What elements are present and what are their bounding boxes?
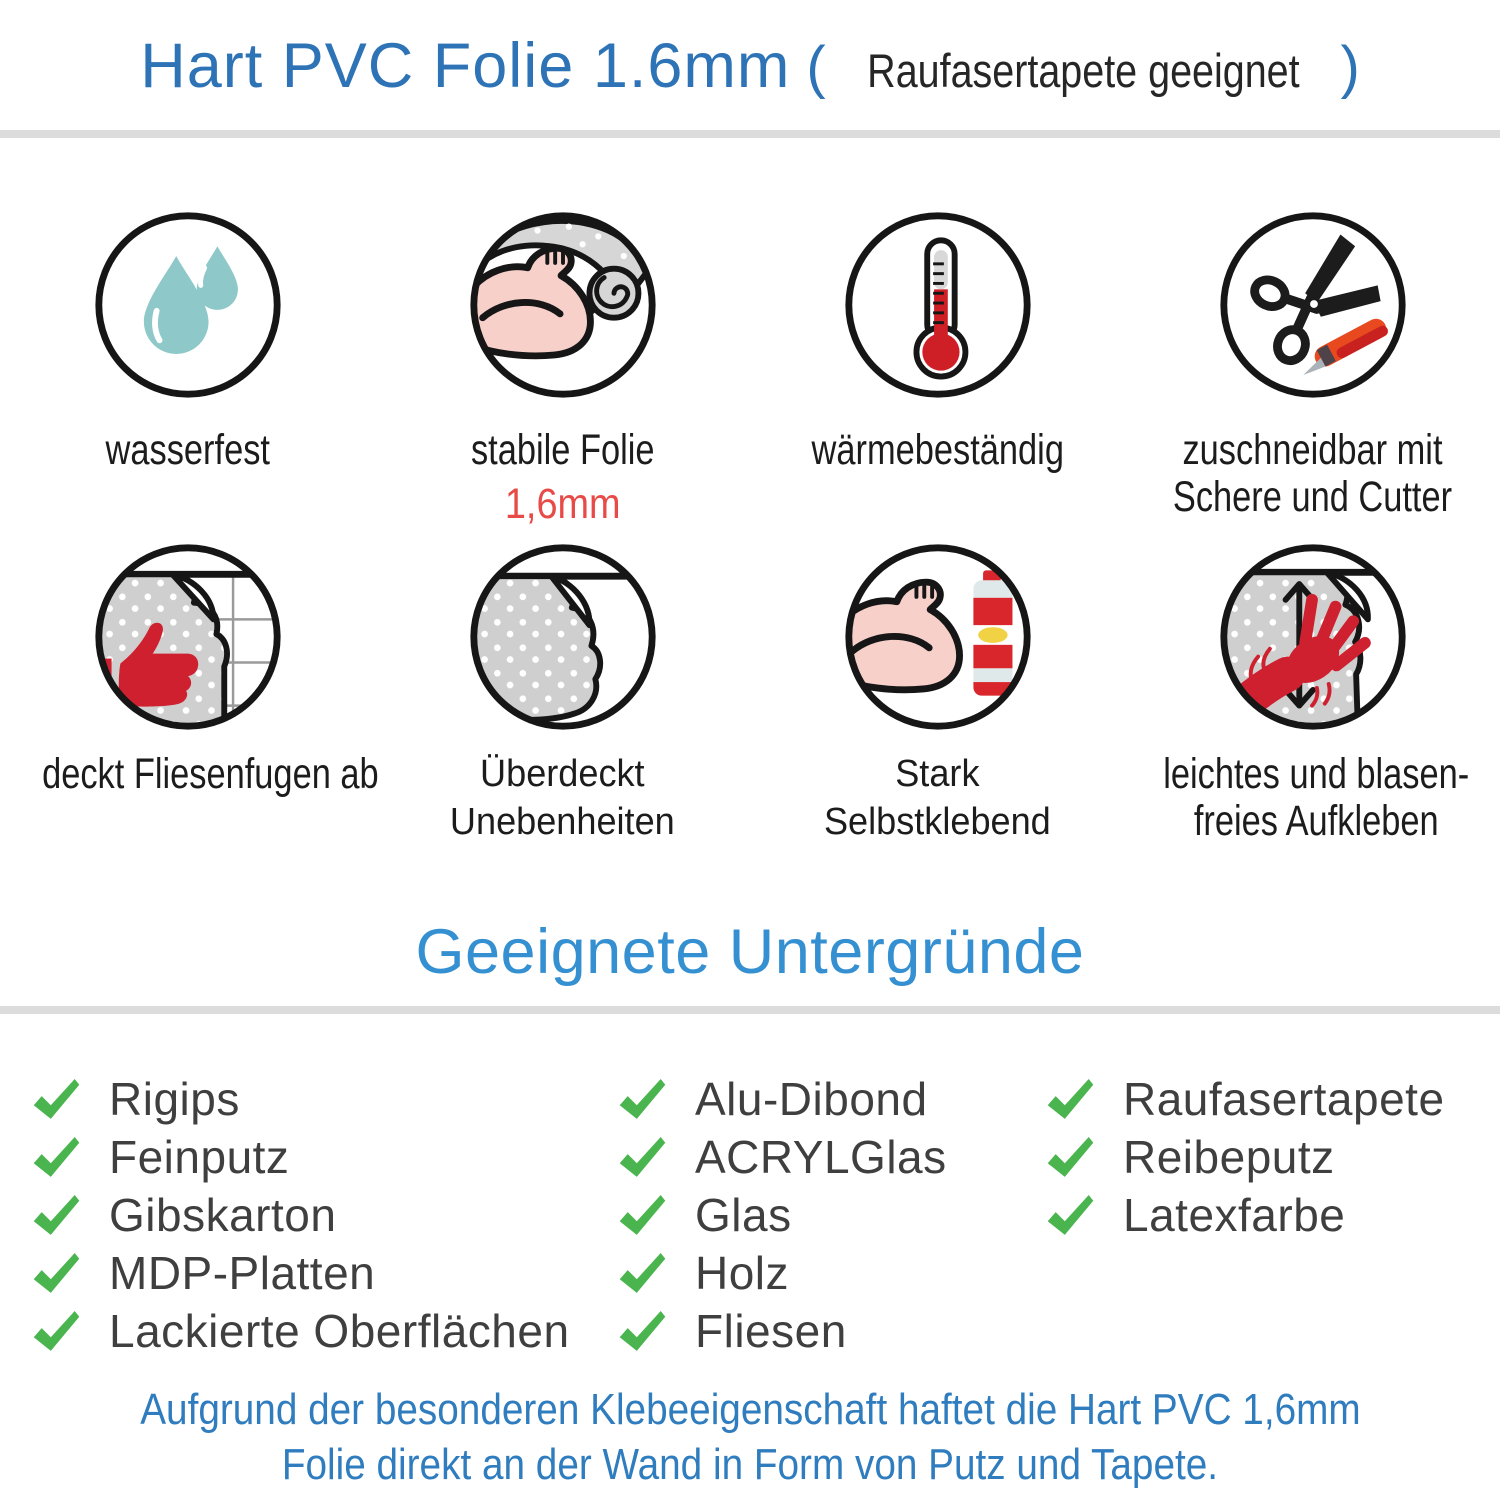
- paren-open: (: [806, 35, 826, 100]
- check-icon: [32, 1137, 81, 1178]
- list-item: Glas: [618, 1186, 947, 1244]
- list-item: Reibeputz: [1046, 1128, 1445, 1186]
- check-icon: [1046, 1137, 1095, 1178]
- thumb-tiles-icon: [0, 539, 375, 735]
- list-item: Lackierte Oberflächen: [32, 1302, 570, 1360]
- feature-label: Überdeckt Unebenheiten: [450, 753, 675, 843]
- thermometer-icon: [750, 207, 1125, 403]
- title-subtitle: Raufasertapete geeignet: [866, 44, 1300, 97]
- feature-label: zuschneidbar mit Schere und Cutter: [1172, 426, 1453, 522]
- list-item: Raufasertapete: [1046, 1070, 1445, 1128]
- feature-label: deckt Fliesenfugen ab: [42, 750, 379, 798]
- title-text: Hart PVC Folie 1.6mm: [140, 31, 791, 101]
- water-drops-icon: [0, 207, 375, 403]
- list-item: MDP-Platten: [32, 1244, 570, 1302]
- feature-stabile-folie: [375, 207, 750, 529]
- muscle-foil-icon: [375, 207, 750, 403]
- list-item: Rigips: [32, 1070, 570, 1128]
- divider-top: [0, 130, 1500, 138]
- feature-label: wasserfest: [105, 426, 270, 474]
- check-icon: [32, 1079, 81, 1120]
- check-icon: [618, 1137, 667, 1178]
- feature-zuschneidbar: [1125, 207, 1500, 522]
- surface-column-2: [618, 1070, 947, 1360]
- list-item: Feinputz: [32, 1128, 570, 1186]
- surface-column-1: [32, 1070, 570, 1360]
- hand-smoothing-icon: [1125, 539, 1500, 735]
- paren-close: ): [1340, 35, 1360, 100]
- list-item: Gibskarton: [32, 1186, 570, 1244]
- check-icon: [32, 1311, 81, 1352]
- foil-fold-icon: [375, 539, 750, 735]
- muscle-glue-icon: [750, 539, 1125, 735]
- list-item: Fliesen: [618, 1302, 947, 1360]
- page-title: [0, 30, 1500, 102]
- scissors-cutter-icon: [1125, 207, 1500, 403]
- check-icon: [618, 1079, 667, 1120]
- thickness-note: 1,6mm: [504, 480, 621, 529]
- check-icon: [618, 1311, 667, 1352]
- footer-note: [0, 1382, 1500, 1492]
- feature-selbstklebend: [750, 539, 1125, 846]
- list-item: Holz: [618, 1244, 947, 1302]
- footer-line: Folie direkt an der Wand in Form von Putz und Tapete.: [281, 1440, 1219, 1489]
- check-icon: [32, 1253, 81, 1294]
- list-item: ACRYLGlas: [618, 1128, 947, 1186]
- feature-label: stabile Folie: [470, 426, 655, 474]
- check-icon: [1046, 1195, 1095, 1236]
- list-item: Latexfarbe: [1046, 1186, 1445, 1244]
- feature-unebenheiten: [375, 539, 750, 846]
- feature-aufkleben: [1125, 539, 1500, 846]
- check-icon: [618, 1195, 667, 1236]
- section-title: Geeignete Untergründe: [415, 917, 1085, 987]
- check-icon: [618, 1253, 667, 1294]
- surface-column-3: [1046, 1070, 1445, 1244]
- check-icon: [32, 1195, 81, 1236]
- check-icon: [1046, 1079, 1095, 1120]
- feature-label: leichtes und blasen- freies Aufkleben: [1163, 750, 1470, 846]
- list-item: Alu-Dibond: [618, 1070, 947, 1128]
- feature-waermebestaendig: [750, 207, 1125, 474]
- feature-wasserfest: [0, 207, 375, 474]
- feature-fliesenfugen: [0, 539, 379, 798]
- feature-label: wärmebeständig: [811, 426, 1064, 474]
- footer-line: Aufgrund der besonderen Klebeeigenschaft haftet die Hart PVC 1,6mm: [139, 1385, 1361, 1434]
- divider-section: [0, 1006, 1500, 1014]
- feature-label: Stark Selbstklebend: [824, 753, 1051, 843]
